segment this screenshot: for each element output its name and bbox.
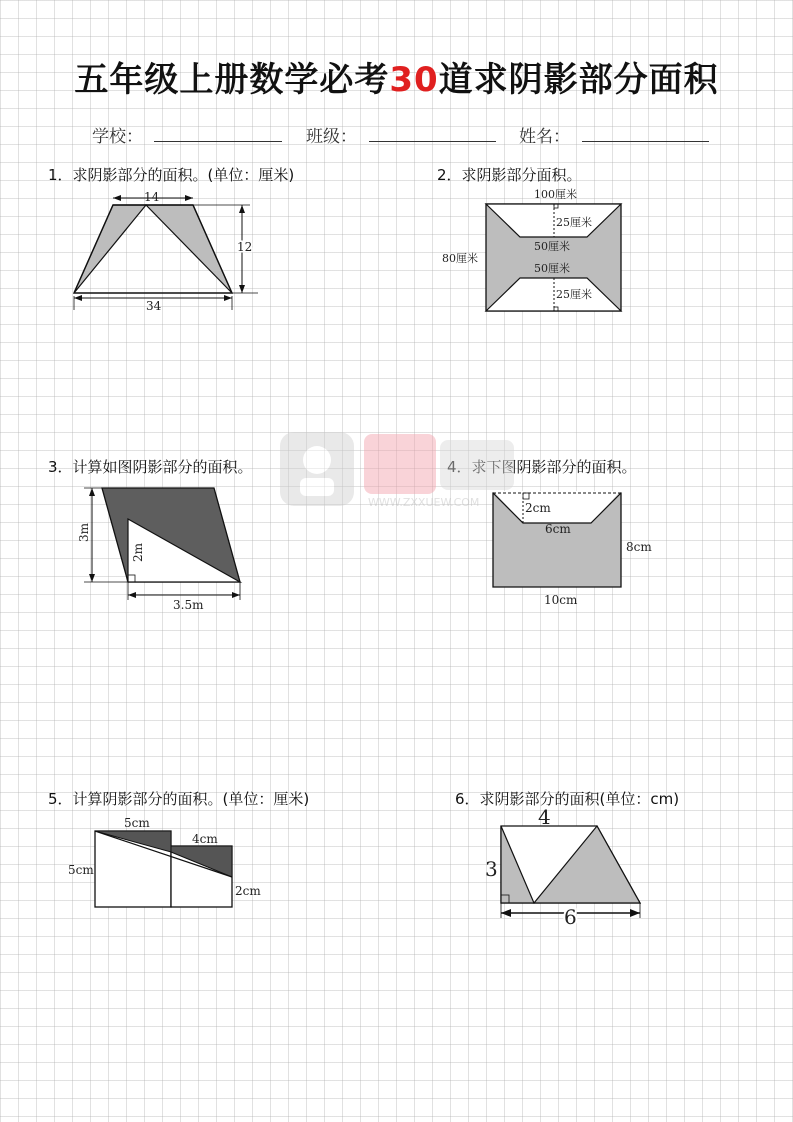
fig1-label-top: 14 (144, 190, 160, 204)
fig6-label-height: 3 (485, 857, 498, 881)
watermark-logo (280, 432, 520, 512)
figure-3 (74, 482, 254, 617)
school-field[interactable] (154, 141, 282, 142)
fig1-shaded-right (146, 205, 232, 293)
fig5-label-w2: 4cm (192, 832, 218, 846)
title-prefix: 五年级上册数学必考 (74, 60, 390, 100)
fig2-label-h1: 25厘米 (556, 216, 592, 229)
name-field[interactable] (582, 141, 709, 142)
fig3-label-base: 3.5m (173, 598, 204, 612)
fig4-label-height: 8cm (626, 540, 652, 554)
fig4-label-depth: 2cm (525, 501, 551, 515)
question-3-text: 3．计算如图阴影部分的面积。 (48, 458, 253, 476)
fig2-label-height: 80厘米 (442, 252, 478, 265)
fig4-label-width: 10cm (544, 593, 578, 607)
title-number: 30 (389, 60, 439, 100)
question-6-text: 6．求阴影部分的面积(单位：cm) (455, 790, 680, 808)
fig3-label-height: 3m (77, 522, 91, 542)
fig1-label-height: 12 (237, 240, 253, 254)
fig2-label-m1: 50厘米 (534, 240, 570, 253)
class-field[interactable] (369, 141, 496, 142)
question-4-text: 4．求下图阴影部分的面积。 (447, 458, 637, 476)
fig2-label-h2: 25厘米 (556, 288, 592, 301)
title-suffix: 道求阴影部分面积 (438, 60, 719, 100)
fig3-label-inner: 2m (131, 542, 145, 562)
fig6-label-base: 6 (564, 905, 577, 929)
fig2-label-m2: 50厘米 (534, 262, 570, 275)
page-title (0, 52, 793, 101)
fig5-label-h2: 2cm (235, 884, 261, 898)
figure-6 (484, 806, 654, 928)
figure-5 (66, 815, 266, 915)
fig2-label-width: 100厘米 (534, 188, 577, 201)
fig5-label-h1: 5cm (68, 863, 94, 877)
school-label: 学校： (92, 127, 143, 147)
question-1-text: 1．求阴影部分的面积。(单位：厘米) (48, 166, 295, 184)
figure-1 (68, 188, 298, 316)
fig5-label-w1: 5cm (124, 816, 150, 830)
figure-2 (440, 185, 630, 315)
watermark-text: WWW.ZXXUEW.COM (368, 496, 480, 509)
figure-4 (488, 486, 658, 616)
fig6-label-top: 4 (538, 805, 551, 829)
question-2-text: 2．求阴影部分面积。 (437, 166, 582, 184)
question-5-text: 5．计算阴影部分的面积。(单位：厘米) (48, 790, 310, 808)
class-label: 班级： (306, 127, 357, 147)
fig4-label-notch: 6cm (545, 522, 571, 536)
fig1-shaded-left (74, 205, 146, 293)
name-label: 姓名： (519, 127, 570, 147)
fig1-label-bottom: 34 (146, 299, 162, 313)
